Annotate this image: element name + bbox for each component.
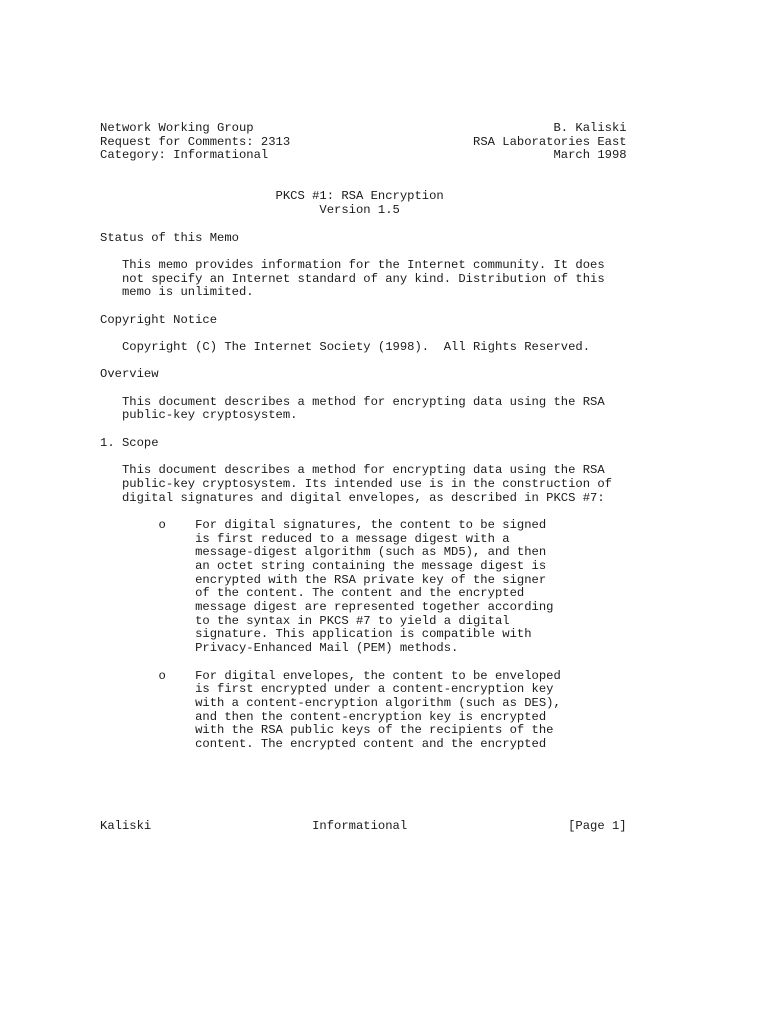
scope-bullet-line: message-digest algorithm (such as MD5), and then xyxy=(100,545,547,560)
blank-line xyxy=(100,382,627,396)
scope-bullet-line: an octet string containing the message digest is xyxy=(100,559,547,573)
blank-line xyxy=(100,451,627,465)
blank-line xyxy=(100,752,627,766)
blank-line xyxy=(100,327,627,341)
status-memo-text: memo is unlimited. xyxy=(100,285,254,300)
blank-line xyxy=(100,806,627,820)
scope-bullet-line: encrypted with the RSA private key of the signer xyxy=(100,572,547,587)
scope-text: public-key cryptosystem. Its intended use is in the construction of xyxy=(100,476,612,491)
blank-line xyxy=(100,177,627,191)
blank-line xyxy=(100,779,627,793)
header-right: March 1998 xyxy=(553,148,627,163)
scope-bullet-line: Privacy-Enhanced Mail (PEM) methods. xyxy=(100,641,459,656)
footer-gap xyxy=(407,819,568,833)
scope-bullet-line: o For digital envelopes, the content to be enveloped xyxy=(100,668,561,683)
copyright-heading: Copyright Notice xyxy=(100,312,218,327)
scope-bullet-line: with a content-encryption algorithm (such as DES), xyxy=(100,695,561,710)
blank-line xyxy=(100,656,627,670)
rfc-page xyxy=(100,122,627,834)
header-right: B. Kaliski xyxy=(553,121,627,135)
blank-line xyxy=(100,505,627,519)
footer-center: Informational xyxy=(312,819,408,834)
blank-line xyxy=(100,355,627,369)
header-gap xyxy=(268,148,553,162)
overview-text: public-key cryptosystem. xyxy=(100,408,298,423)
copyright-text: Copyright (C) The Internet Society (1998). All Rights Reserved. xyxy=(100,340,591,354)
scope-bullet-line: with the RSA public keys of the recipients of the xyxy=(100,723,554,738)
blank-line xyxy=(100,765,627,779)
scope-heading: 1. Scope xyxy=(100,435,159,450)
footer-gap xyxy=(151,819,312,833)
scope-bullet-line: and then the content-encryption key is encrypted xyxy=(100,709,547,724)
status-memo-text: This memo provides information for the Internet community. It does xyxy=(100,257,605,272)
footer-left: Kaliski xyxy=(100,819,152,834)
header-right: RSA Laboratories East xyxy=(473,134,627,149)
blank-line xyxy=(100,163,627,177)
document-title: PKCS #1: RSA Encryption xyxy=(100,189,444,204)
footer-right: [Page 1] xyxy=(568,819,627,834)
header-gap xyxy=(290,135,473,149)
scope-bullet-line: to the syntax in PKCS #7 to yield a digital xyxy=(100,613,510,628)
scope-bullet-line: o For digital signatures, the content to be signed xyxy=(100,517,547,532)
status-memo-text: not specify an Internet standard of any kind. Distribution of this xyxy=(100,271,605,286)
header-left: Request for Comments: 2313 xyxy=(100,134,291,149)
scope-bullet-line: is first encrypted under a content-encryption key xyxy=(100,682,554,697)
header-line xyxy=(100,122,627,136)
scope-bullet-line: content. The encrypted content and the encrypted xyxy=(100,736,547,751)
scope-bullet-line: message digest are represented together according xyxy=(100,600,554,615)
blank-line xyxy=(100,793,627,807)
document-title: Version 1.5 xyxy=(100,203,400,218)
scope-bullet-line: signature. This application is compatible with xyxy=(100,627,532,642)
header-gap xyxy=(254,121,554,135)
header-left: Network Working Group xyxy=(100,121,254,135)
blank-line xyxy=(100,300,627,314)
footer-line xyxy=(100,820,627,834)
blank-line xyxy=(100,218,627,232)
header-left: Category: Informational xyxy=(100,148,269,163)
scope-bullet-line: of the content. The content and the encrypted xyxy=(100,586,525,601)
overview-text: This document describes a method for encrypting data using the RSA xyxy=(100,394,605,409)
status-memo-heading: Status of this Memo xyxy=(100,230,239,245)
scope-bullet-line: is first reduced to a message digest with a xyxy=(100,531,510,546)
overview-heading: Overview xyxy=(100,367,159,382)
scope-text: This document describes a method for encrypting data using the RSA xyxy=(100,463,605,478)
scope-text: digital signatures and digital envelopes, as described in PKCS #7: xyxy=(100,490,605,505)
blank-line xyxy=(100,423,627,437)
header-line xyxy=(100,136,627,150)
blank-line xyxy=(100,245,627,259)
header-line xyxy=(100,149,627,163)
